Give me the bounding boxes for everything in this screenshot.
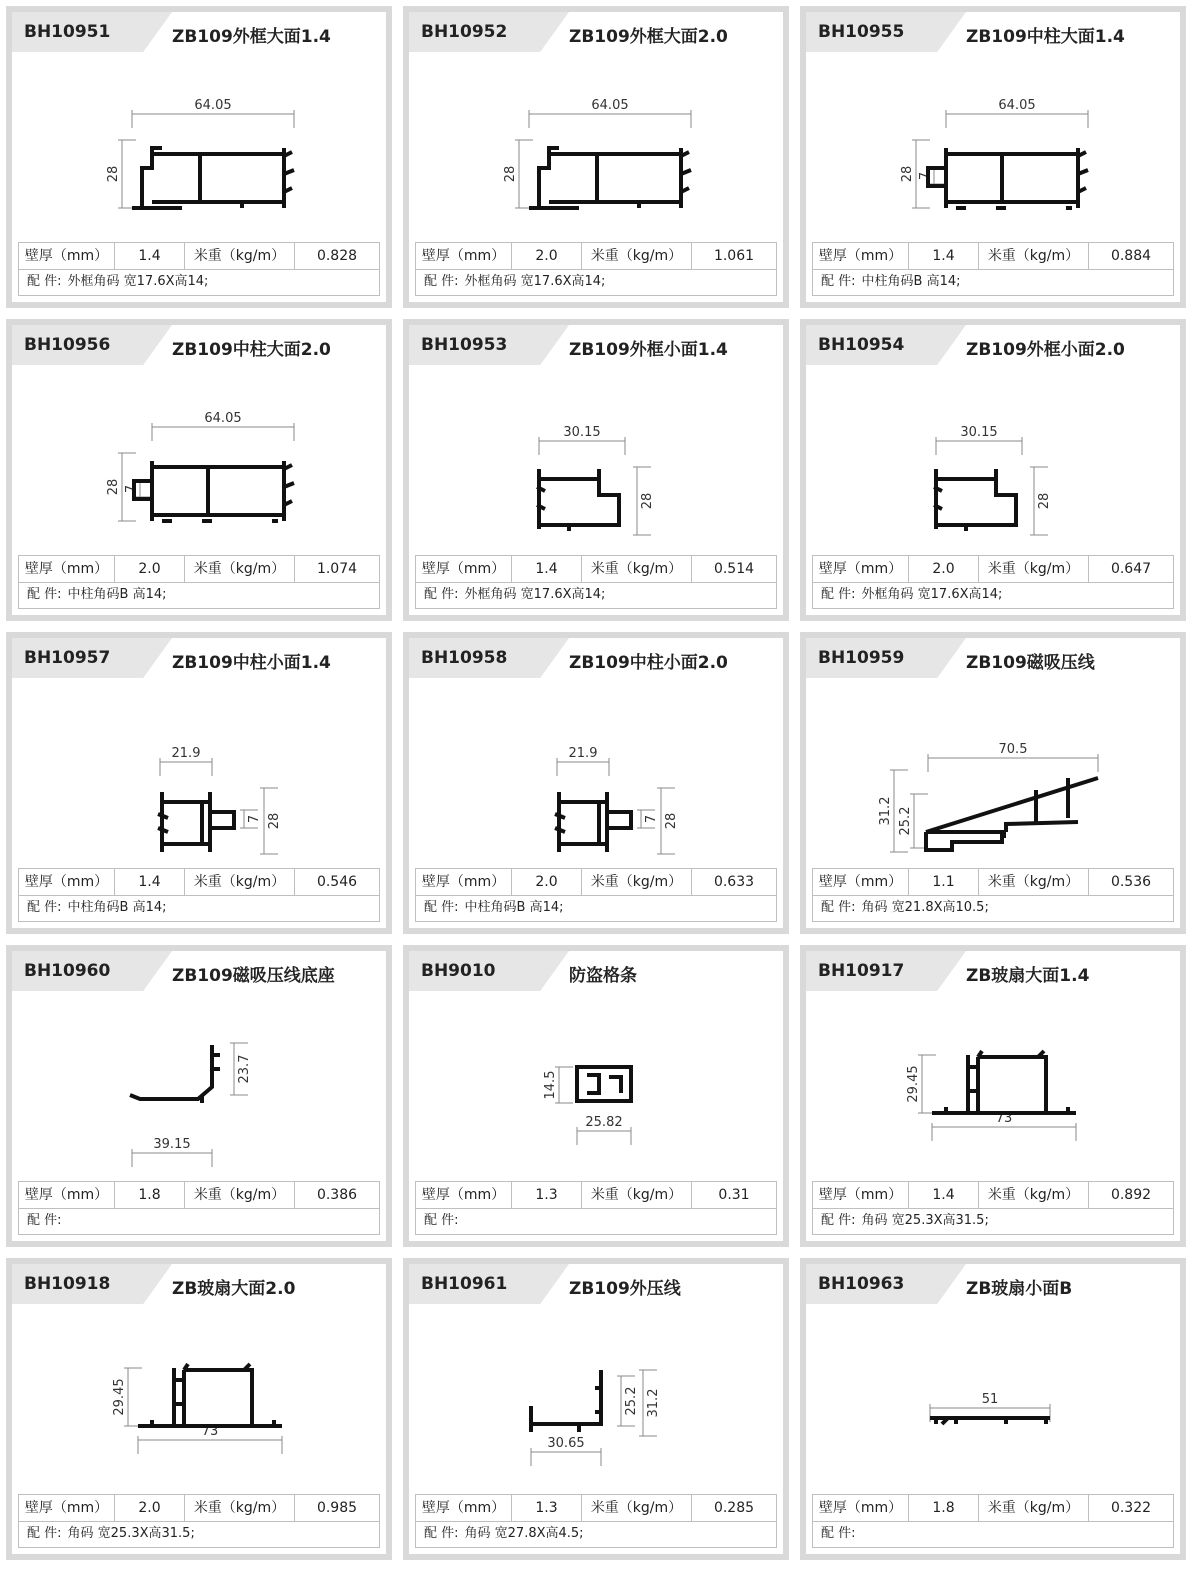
spec-row — [813, 556, 1173, 583]
profile-drawing-svg — [806, 1308, 1180, 1488]
dim-width: 51 — [981, 1392, 999, 1407]
dim-width: 64.05 — [204, 411, 242, 426]
profile-drawing-svg — [12, 1308, 386, 1488]
thickness-label: 壁厚（mm） — [416, 556, 512, 582]
fittings-value: 外框角码 宽17.6X高14; — [464, 587, 606, 602]
dim-height-total: 31.2 — [646, 1388, 661, 1418]
product-card — [403, 319, 789, 621]
product-card-body — [806, 951, 1180, 1241]
dim-width: 25.82 — [585, 1115, 623, 1130]
product-card-header — [409, 1264, 783, 1304]
thickness-label: 壁厚（mm） — [19, 869, 115, 895]
product-card — [800, 319, 1186, 621]
spec-table — [415, 868, 777, 922]
spec-row — [19, 556, 379, 583]
product-code: BH10953 — [421, 335, 508, 355]
spec-row — [416, 1495, 776, 1522]
product-card-header — [806, 951, 1180, 991]
weight-label: 米重（kg/m） — [582, 1182, 692, 1208]
profile-section-shape — [555, 792, 631, 852]
product-card-body — [806, 638, 1180, 928]
product-name: ZB109磁吸压线底座 — [172, 966, 335, 986]
profile-section-shape — [932, 1051, 1076, 1113]
profile-section-shape — [537, 469, 619, 531]
product-card-body — [806, 325, 1180, 615]
fittings-label: 配 件: — [27, 1213, 62, 1228]
product-card — [800, 1258, 1186, 1560]
thickness-value: 2.0 — [115, 1495, 185, 1521]
fittings-row — [821, 269, 961, 295]
profile-drawing-svg — [12, 56, 386, 236]
product-name: ZB109外压线 — [569, 1279, 681, 1299]
thickness-value: 1.8 — [115, 1182, 185, 1208]
profile-drawing-svg — [409, 1308, 783, 1488]
product-card-header — [12, 638, 386, 678]
dim-width: 73 — [201, 1424, 219, 1439]
product-card-header — [409, 12, 783, 52]
weight-label: 米重（kg/m） — [582, 556, 692, 582]
weight-value: 0.536 — [1110, 874, 1152, 890]
product-card — [6, 1258, 392, 1560]
product-code: BH10958 — [421, 648, 508, 668]
weight-value: 0.322 — [1110, 1500, 1152, 1516]
profile-cross-section-drawing — [409, 56, 783, 236]
spec-row — [19, 1182, 379, 1209]
product-code: BH10917 — [818, 961, 905, 981]
spec-row — [416, 869, 776, 896]
profile-drawing-svg — [409, 682, 783, 862]
profile-drawing-svg — [806, 995, 1180, 1175]
thickness-value: 2.0 — [512, 243, 582, 269]
weight-value: 1.061 — [713, 248, 755, 264]
dim-height: 28 — [503, 165, 518, 183]
product-code: BH10918 — [24, 1274, 111, 1294]
spec-table — [812, 1494, 1174, 1548]
profile-cross-section-drawing — [409, 1308, 783, 1488]
spec-row — [19, 869, 379, 896]
fittings-label: 配 件: — [27, 1526, 62, 1541]
profile-section-shape — [934, 469, 1016, 531]
dim-post-width: 7 — [918, 171, 933, 181]
spec-table — [415, 555, 777, 609]
product-code: BH10955 — [818, 22, 905, 42]
product-card — [800, 632, 1186, 934]
product-card-body — [12, 325, 386, 615]
product-card-body — [409, 325, 783, 615]
profile-drawing-svg — [409, 995, 783, 1175]
weight-value: 0.31 — [718, 1187, 750, 1203]
product-code: BH10961 — [421, 1274, 508, 1294]
weight-label: 米重（kg/m） — [185, 1495, 295, 1521]
product-card — [6, 632, 392, 934]
fittings-value: 中柱角码B 高14; — [67, 900, 167, 915]
dim-width: 64.05 — [591, 98, 629, 113]
weight-value: 0.828 — [316, 248, 358, 264]
product-card-header — [12, 325, 386, 365]
thickness-value: 1.4 — [115, 243, 185, 269]
spec-table — [812, 868, 1174, 922]
profile-drawing-svg — [409, 56, 783, 236]
dim-height: 28 — [106, 478, 121, 496]
weight-label: 米重（kg/m） — [185, 243, 295, 269]
weight-label: 米重（kg/m） — [979, 869, 1089, 895]
product-name: ZB109外框小面2.0 — [966, 340, 1125, 360]
thickness-label: 壁厚（mm） — [813, 243, 909, 269]
weight-label: 米重（kg/m） — [582, 869, 692, 895]
profile-cross-section-drawing — [12, 1308, 386, 1488]
product-card-header — [806, 12, 1180, 52]
fittings-label: 配 件: — [424, 587, 459, 602]
weight-value: 0.285 — [713, 1500, 755, 1516]
fittings-label: 配 件: — [27, 900, 62, 915]
profile-section-shape — [134, 461, 284, 521]
fittings-row — [424, 895, 564, 921]
thickness-label: 壁厚（mm） — [19, 1182, 115, 1208]
profile-drawing-svg — [12, 682, 386, 862]
profile-section-shape — [132, 148, 284, 208]
fittings-value: 角码 宽25.3X高31.5; — [67, 1526, 195, 1541]
product-name: ZB109外框大面2.0 — [569, 27, 728, 47]
fittings-row — [27, 1521, 195, 1547]
thickness-value: 1.3 — [512, 1182, 582, 1208]
dim-post-width: 7 — [247, 814, 262, 824]
dim-width: 30.15 — [563, 425, 601, 440]
fittings-value: 中柱角码B 高14; — [67, 587, 167, 602]
dim-width: 64.05 — [194, 98, 232, 113]
profile-cross-section-drawing — [409, 369, 783, 549]
product-card-body — [409, 951, 783, 1241]
thickness-label: 壁厚（mm） — [416, 869, 512, 895]
weight-value: 0.892 — [1110, 1187, 1152, 1203]
dim-height: 28 — [1037, 492, 1052, 510]
dim-height-inner: 25.2 — [898, 806, 913, 836]
profile-cross-section-drawing — [12, 369, 386, 549]
thickness-label: 壁厚（mm） — [19, 1495, 115, 1521]
profile-cross-section-drawing — [12, 56, 386, 236]
product-card — [403, 632, 789, 934]
product-card-header — [12, 12, 386, 52]
product-card — [6, 6, 392, 308]
fittings-label: 配 件: — [424, 1526, 459, 1541]
fittings-row — [424, 582, 605, 608]
fittings-row — [424, 1521, 584, 1547]
profile-cross-section-drawing — [806, 995, 1180, 1175]
dim-width: 39.15 — [153, 1137, 191, 1152]
fittings-label: 配 件: — [821, 900, 856, 915]
weight-value: 0.633 — [713, 874, 755, 890]
spec-row — [416, 556, 776, 583]
spec-table — [18, 555, 380, 609]
product-card-header — [12, 1264, 386, 1304]
fittings-value: 中柱角码B 高14; — [861, 274, 961, 289]
product-name: ZB玻扇大面2.0 — [172, 1279, 296, 1299]
spec-table — [18, 868, 380, 922]
profile-drawing-svg — [409, 369, 783, 549]
product-name: ZB109磁吸压线 — [966, 653, 1095, 673]
dim-height: 23.7 — [237, 1054, 252, 1084]
spec-table — [18, 1494, 380, 1548]
profile-cross-section-drawing — [409, 995, 783, 1175]
fittings-label: 配 件: — [424, 274, 459, 289]
dim-height: 29.45 — [112, 1378, 127, 1416]
thickness-value: 1.4 — [909, 1182, 979, 1208]
profile-section-shape — [130, 1045, 220, 1103]
weight-label: 米重（kg/m） — [185, 1182, 295, 1208]
product-name: 防盗格条 — [569, 966, 637, 986]
weight-label: 米重（kg/m） — [582, 243, 692, 269]
weight-label: 米重（kg/m） — [185, 869, 295, 895]
dim-height: 28 — [640, 492, 655, 510]
spec-table — [812, 555, 1174, 609]
product-card-body — [806, 12, 1180, 302]
profile-section-shape — [930, 1418, 1050, 1424]
profile-drawing-svg — [806, 369, 1180, 549]
product-card — [403, 6, 789, 308]
thickness-label: 壁厚（mm） — [416, 1495, 512, 1521]
weight-value: 0.985 — [316, 1500, 358, 1516]
profile-cross-section-drawing — [12, 682, 386, 862]
thickness-value: 2.0 — [909, 556, 979, 582]
profile-section-shape — [531, 1370, 603, 1432]
spec-table — [18, 242, 380, 296]
product-card-body — [409, 12, 783, 302]
dim-height-inner: 25.2 — [624, 1386, 639, 1416]
spec-row — [813, 1182, 1173, 1209]
product-code: BH10951 — [24, 22, 111, 42]
product-card-body — [12, 951, 386, 1241]
thickness-label: 壁厚（mm） — [813, 1495, 909, 1521]
fittings-value: 外框角码 宽17.6X高14; — [861, 587, 1003, 602]
product-card — [800, 945, 1186, 1247]
spec-table — [415, 1181, 777, 1235]
weight-value: 1.074 — [316, 561, 358, 577]
fittings-row — [821, 1521, 862, 1547]
profile-section-shape — [529, 148, 681, 208]
thickness-value: 1.3 — [512, 1495, 582, 1521]
product-name: ZB109中柱小面1.4 — [172, 653, 331, 673]
fittings-value: 角码 宽27.8X高4.5; — [464, 1526, 584, 1541]
weight-label: 米重（kg/m） — [979, 556, 1089, 582]
product-card — [403, 945, 789, 1247]
product-code: BH10954 — [818, 335, 905, 355]
fittings-row — [27, 269, 208, 295]
profile-section-shape — [926, 778, 1098, 850]
profile-section-shape — [928, 148, 1078, 208]
product-code: BH10963 — [818, 1274, 905, 1294]
dim-width: 21.9 — [171, 746, 201, 761]
product-name: ZB玻扇小面B — [966, 1279, 1073, 1299]
product-code: BH10959 — [818, 648, 905, 668]
weight-label: 米重（kg/m） — [979, 243, 1089, 269]
dim-height: 28 — [106, 165, 121, 183]
spec-table — [812, 242, 1174, 296]
weight-label: 米重（kg/m） — [979, 1495, 1089, 1521]
thickness-value: 2.0 — [115, 556, 185, 582]
thickness-value: 1.4 — [115, 869, 185, 895]
product-card — [6, 945, 392, 1247]
profile-drawing-svg — [806, 682, 1180, 862]
product-code: BH10952 — [421, 22, 508, 42]
dim-height: 28 — [267, 812, 282, 830]
weight-label: 米重（kg/m） — [185, 556, 295, 582]
product-card-body — [12, 1264, 386, 1554]
profile-cross-section-drawing — [806, 682, 1180, 862]
spec-row — [416, 1182, 776, 1209]
fittings-value: 角码 宽21.8X高10.5; — [861, 900, 989, 915]
product-card-body — [409, 638, 783, 928]
product-name: ZB109外框小面1.4 — [569, 340, 728, 360]
thickness-label: 壁厚（mm） — [813, 556, 909, 582]
fittings-row — [821, 582, 1002, 608]
product-card — [403, 1258, 789, 1560]
spec-row — [813, 1495, 1173, 1522]
fittings-value: 角码 宽25.3X高31.5; — [861, 1213, 989, 1228]
fittings-label: 配 件: — [27, 274, 62, 289]
dim-width: 70.5 — [998, 742, 1028, 757]
spec-row — [416, 243, 776, 270]
fittings-value: 外框角码 宽17.6X高14; — [67, 274, 209, 289]
dim-height: 14.5 — [543, 1070, 558, 1100]
product-card-header — [806, 638, 1180, 678]
fittings-label: 配 件: — [424, 1213, 459, 1228]
thickness-value: 1.8 — [909, 1495, 979, 1521]
profile-drawing-svg — [12, 369, 386, 549]
profile-section-shape — [577, 1067, 631, 1101]
product-name: ZB109中柱小面2.0 — [569, 653, 728, 673]
product-card-body — [409, 1264, 783, 1554]
spec-table — [415, 1494, 777, 1548]
fittings-label: 配 件: — [821, 1526, 856, 1541]
spec-table — [812, 1181, 1174, 1235]
dim-post-width: 7 — [644, 814, 659, 824]
product-code: BH10956 — [24, 335, 111, 355]
fittings-value: 中柱角码B 高14; — [464, 900, 564, 915]
fittings-label: 配 件: — [27, 587, 62, 602]
weight-value: 0.386 — [316, 1187, 358, 1203]
product-card-header — [409, 638, 783, 678]
profile-cross-section-drawing — [806, 369, 1180, 549]
weight-value: 0.514 — [713, 561, 755, 577]
dim-width: 73 — [995, 1111, 1013, 1126]
product-code: BH9010 — [421, 961, 496, 981]
dim-width: 30.15 — [960, 425, 998, 440]
dim-width: 30.65 — [547, 1436, 585, 1451]
thickness-value: 1.1 — [909, 869, 979, 895]
spec-row — [19, 243, 379, 270]
weight-value: 0.647 — [1110, 561, 1152, 577]
profile-cross-section-drawing — [806, 56, 1180, 236]
thickness-value: 1.4 — [512, 556, 582, 582]
thickness-label: 壁厚（mm） — [19, 243, 115, 269]
product-card-header — [12, 951, 386, 991]
product-card-header — [409, 951, 783, 991]
product-card-body — [806, 1264, 1180, 1554]
fittings-label: 配 件: — [821, 1213, 856, 1228]
product-card — [6, 319, 392, 621]
weight-label: 米重（kg/m） — [582, 1495, 692, 1521]
weight-label: 米重（kg/m） — [979, 1182, 1089, 1208]
weight-value: 0.884 — [1110, 248, 1152, 264]
profile-cross-section-drawing — [806, 1308, 1180, 1488]
profile-cross-section-drawing — [12, 995, 386, 1175]
thickness-label: 壁厚（mm） — [813, 869, 909, 895]
product-name: ZB109中柱大面1.4 — [966, 27, 1125, 47]
fittings-row — [424, 269, 605, 295]
product-name: ZB109中柱大面2.0 — [172, 340, 331, 360]
product-card-header — [409, 325, 783, 365]
dim-height: 29.45 — [906, 1065, 921, 1103]
thickness-value: 2.0 — [512, 869, 582, 895]
weight-value: 0.546 — [316, 874, 358, 890]
profile-section-shape — [158, 792, 234, 852]
dim-post-width: 7 — [124, 484, 139, 494]
dim-width: 21.9 — [568, 746, 598, 761]
product-card-body — [12, 12, 386, 302]
dim-width: 64.05 — [998, 98, 1036, 113]
product-code: BH10957 — [24, 648, 111, 668]
spec-row — [813, 869, 1173, 896]
dim-height-total: 31.2 — [878, 796, 893, 826]
profile-drawing-svg — [806, 56, 1180, 236]
product-card-header — [806, 325, 1180, 365]
fittings-label: 配 件: — [821, 587, 856, 602]
fittings-label: 配 件: — [821, 274, 856, 289]
thickness-label: 壁厚（mm） — [19, 556, 115, 582]
profile-cross-section-drawing — [409, 682, 783, 862]
product-code: BH10960 — [24, 961, 111, 981]
product-card — [800, 6, 1186, 308]
product-card-body — [12, 638, 386, 928]
dim-height: 28 — [664, 812, 679, 830]
fittings-row — [27, 1208, 68, 1234]
spec-table — [18, 1181, 380, 1235]
product-name: ZB玻扇大面1.4 — [966, 966, 1090, 986]
thickness-label: 壁厚（mm） — [813, 1182, 909, 1208]
spec-table — [415, 242, 777, 296]
profile-section-shape — [138, 1364, 282, 1426]
spec-row — [813, 243, 1173, 270]
dim-height: 28 — [900, 165, 915, 183]
fittings-label: 配 件: — [424, 900, 459, 915]
fittings-value: 外框角码 宽17.6X高14; — [464, 274, 606, 289]
fittings-row — [27, 582, 167, 608]
fittings-row — [821, 1208, 989, 1234]
fittings-row — [424, 1208, 465, 1234]
profile-drawing-svg — [12, 995, 386, 1175]
product-name: ZB109外框大面1.4 — [172, 27, 331, 47]
product-card-header — [806, 1264, 1180, 1304]
thickness-value: 1.4 — [909, 243, 979, 269]
fittings-row — [27, 895, 167, 921]
fittings-row — [821, 895, 989, 921]
thickness-label: 壁厚（mm） — [416, 243, 512, 269]
spec-row — [19, 1495, 379, 1522]
thickness-label: 壁厚（mm） — [416, 1182, 512, 1208]
